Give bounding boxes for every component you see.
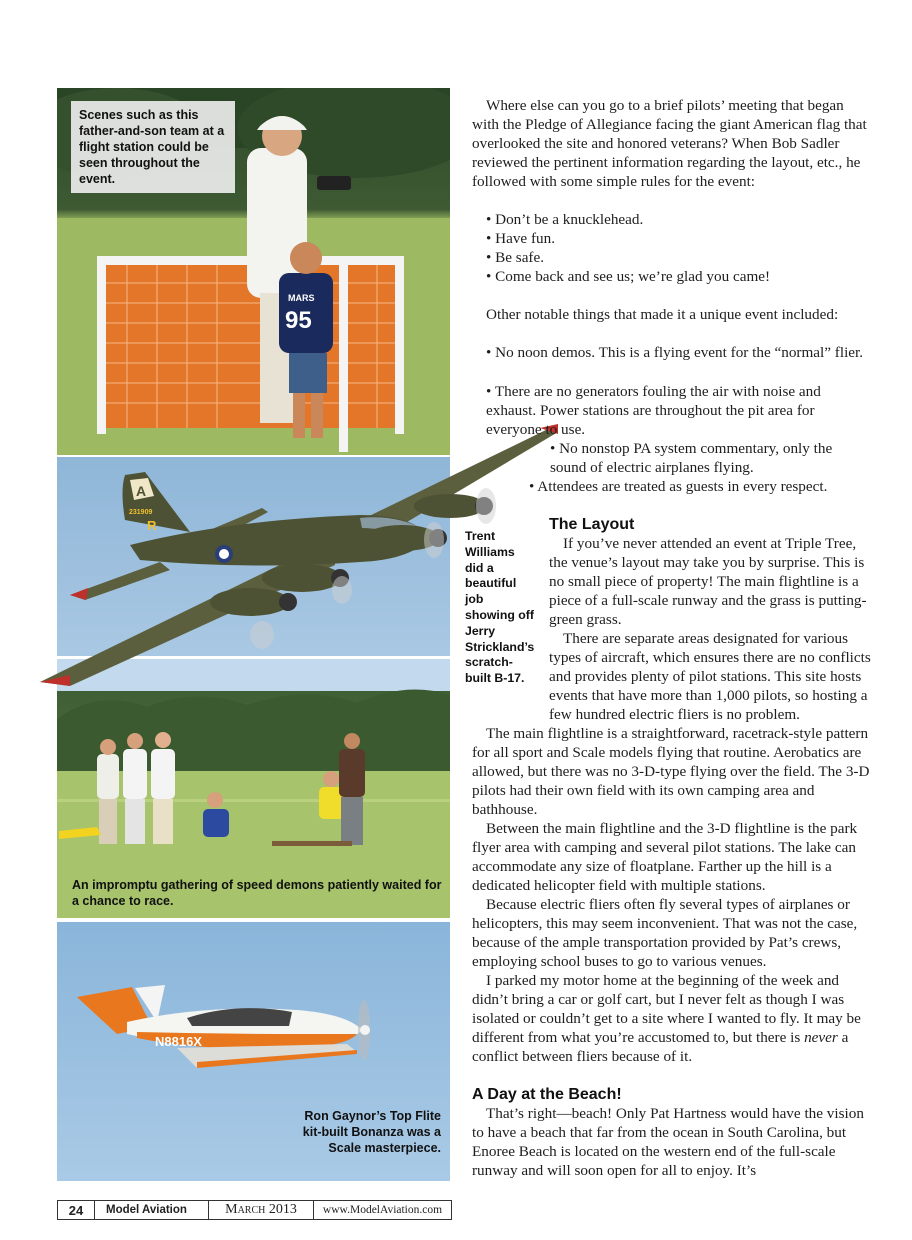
- paragraph: [472, 971, 872, 1066]
- caption-speed-demons: An impromptu gathering of speed demons patiently waited for a chance to race.: [72, 878, 442, 908]
- issue-date: March 2013: [209, 1201, 314, 1219]
- caption-flight-station: Scenes such as this father-and-son team at a flight station could be seen throughout the event.: [71, 101, 235, 193]
- paragraph: If you’ve never attended an event at Triple Tree, the venue’s layout may take you by surprise. This is no small piece of property! The main flightline is a piece of a full-scale runway and the grass is putting-green grass.: [549, 535, 867, 628]
- b17-code: 231909: [129, 509, 153, 516]
- beach-heading: A Day at the Beach!: [472, 1086, 622, 1103]
- caption-b17: Trent Williams did a beautiful job showing off Jerry Strickland’s scratch-built B-17.: [465, 529, 535, 686]
- article-layout-narrow: [549, 534, 871, 629]
- paragraph: Where else can you go to a brief pilots’ meeting that began with the Pledge of Allegiance facing the giant American flag that overlooked the site and honored veterans? When Bob Sadler reviewed the pertinent information regarding the layout, etc., he followed with some simple rules for the event:: [472, 97, 867, 190]
- paragraph: There are separate areas designated for various types of aircraft, which ensures there are no conflicts and provides plenty of pilot stations. This site hosts events that have more than 1,000 pilots, so hosting a few hundred electric fliers is no problem.: [549, 630, 871, 723]
- layout-heading: The Layout: [549, 516, 635, 533]
- magazine-name: Model Aviation: [95, 1201, 209, 1219]
- paragraph: Because electric fliers often fly several types of airplanes or helicopters, this may seem inconvenient. That was not the case, because of the ample transportation provided by Pat’s crews, employing school buses to go to various venues.: [472, 896, 858, 970]
- page-number: 24: [58, 1201, 95, 1219]
- list-item: • Come back and see us; we’re glad you came!: [486, 268, 771, 285]
- list-item: • Don’t be a knucklehead.: [486, 211, 644, 228]
- paragraph-text: I parked my motor home at the beginning of the week and didn’t bring a car or golf cart, but I never felt as though I was isolated or couldn’t get to a site where I wanted to fly. It may be different from what you’re accustomed to, but there is: [472, 972, 861, 1046]
- paragraph: That’s right—beach! Only Pat Hartness would have the vision to have a beach that far from the ocean in South Carolina, but Enoree Beach is located on the western end of the full-scale runway and will soon open for all to enjoy. It’s: [472, 1105, 864, 1179]
- b17-tail-code: R: [147, 518, 157, 533]
- notable-item-3: • No nonstop PA system commentary, only the sound of electric airplanes flying.: [550, 440, 833, 476]
- list-item: • Have fun.: [486, 230, 555, 247]
- paragraph-text: a conflict between fliers because of it.: [472, 1029, 849, 1065]
- jersey-name: MARS: [288, 293, 315, 303]
- jersey-number: 95: [285, 307, 312, 334]
- paragraph: Between the main flightline and the 3-D flightline is the park flyer area with camping and several pilot stations. The lake can accommodate any size of floatplane. Farther up the hill is a dedicated helicopter field with multiple stations.: [472, 820, 858, 894]
- paragraph: The main flightline is a straightforward, racetrack-style pattern for all sport and Scale models flying that routine. Aerobatics are allowed, but there was no 3-D-type flying over the field. The 3-D pilots had their own field with its own camping area and bathhouse.: [472, 725, 870, 818]
- paragraph-emphasis: never: [804, 1029, 838, 1046]
- paragraph: Other notable things that made it a unique event included:: [486, 306, 839, 323]
- b17-tail-letter: A: [136, 483, 147, 499]
- bonanza-registration: N8816X: [155, 1034, 202, 1049]
- caption-bonanza: Ron Gaynor’s Top Flite kit-built Bonanza was a Scale masterpiece.: [302, 1109, 441, 1155]
- website-link[interactable]: www.ModelAviation.com: [322, 1204, 443, 1216]
- list-item: • Be safe.: [486, 249, 545, 266]
- article-layout-block: [472, 629, 872, 1180]
- list-item: • No noon demos. This is a flying event for the “normal” flier.: [486, 344, 864, 361]
- notable-item-4: • Attendees are treated as guests in every respect.: [529, 478, 828, 495]
- notable-item-2: • There are no generators fouling the air with noise and exhaust. Power stations are throughout the pit area for everyone to use.: [486, 383, 821, 438]
- article-intro-block: [472, 96, 872, 362]
- page-footer: [57, 1200, 452, 1220]
